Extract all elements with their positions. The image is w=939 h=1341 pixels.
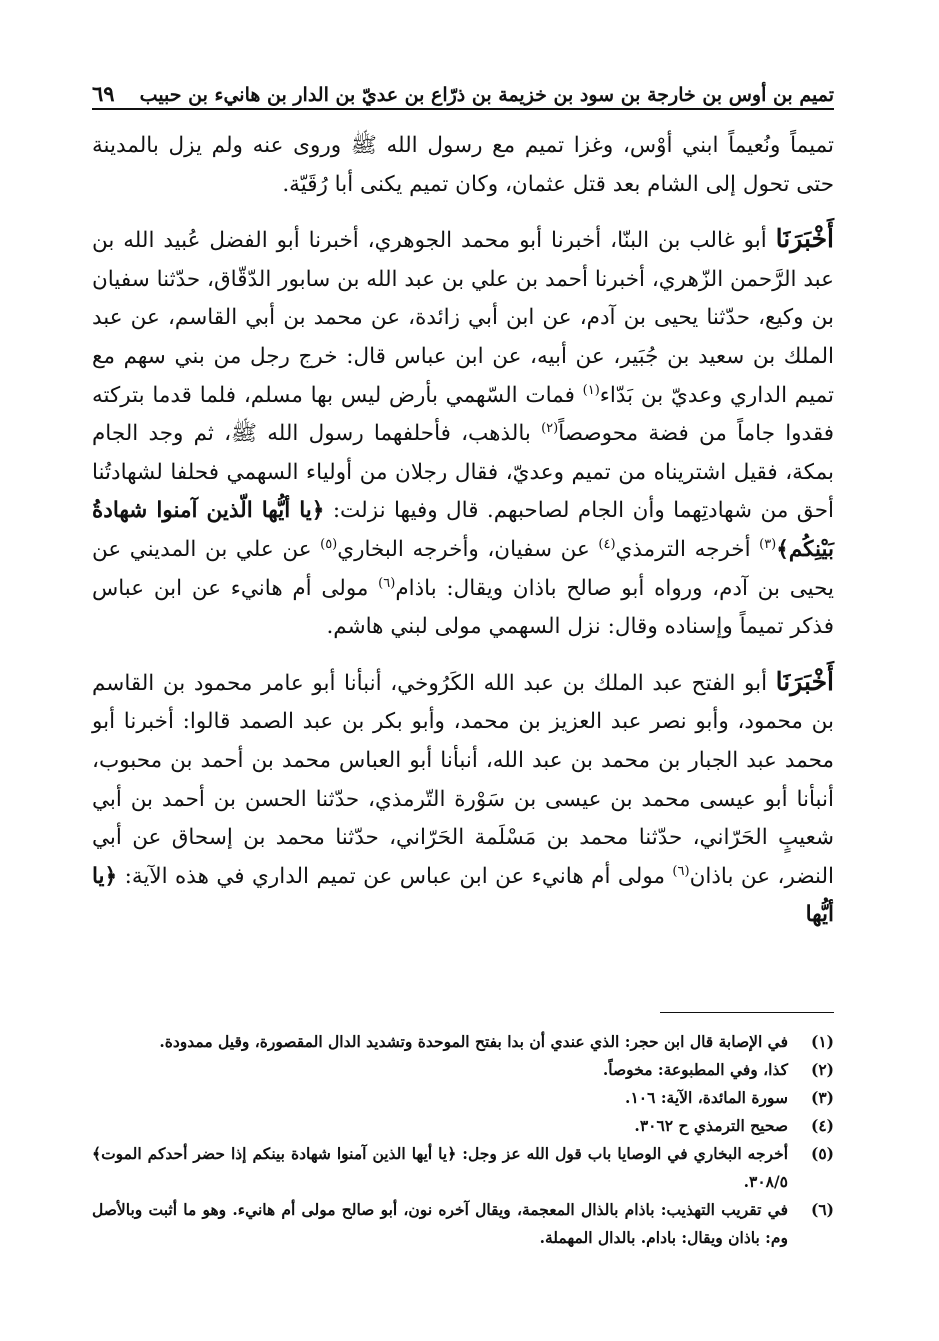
footnote-ref: (٥) [320, 536, 338, 552]
footnote-text: صحيح الترمذي ح ٣٠٦٢. [634, 1116, 788, 1135]
footnote-item [92, 1056, 834, 1084]
header-title: تميم بن أوس بن خارجة بن سود بن خزيمة بن ذرّاع بن عديّ بن الدار بن هانيء بن حبيب [139, 84, 834, 106]
page-number: ٦٩ [92, 81, 115, 106]
text-run: أبو غالب بن البنّا، أخبرنا أبو محمد الجوهري، أخبرنا أبو الفضل عُبيد الله بن عبد الرَّحمن الزّهري، أخبرنا أحمد بن علي بن عبد الله بن سابور الدّقّاق، حدّثنا سفيان بن وكيع، حدّثنا يحيى بن آدم، عن ابن أبي زائدة، عن محمد بن أبي القاسم، عن عبد الملك بن سعيد بن جُبَير، عن أبيه، عن ابن عباس قال: خرج رجل من بني سهم مع تميم الداري وعديّ بن بَدّاء [92, 228, 834, 408]
footnote-divider [660, 1012, 834, 1013]
footnote-item [92, 1140, 834, 1196]
footnote-number: (٦) [810, 1200, 834, 1219]
paragraph-narration-2 [92, 663, 834, 935]
text-run: فمات السّهمي بأرض ليس بها مسلم، فلما قدما بتركته فقدوا جاماً من فضة محوصصاً [92, 382, 834, 447]
text-run: مولى أم هانيء عن ابن عباس فذكر تميماً وإسناده وقال: نزل السهمي مولى لبني هاشم. [92, 575, 834, 640]
footnote-text: كذا، وفي المطبوعة: مخوصاً. [602, 1060, 788, 1079]
footnote-ref: (١) [582, 382, 600, 398]
footnote-item [92, 1196, 834, 1252]
footnote-text: في تقريب التهذيب: باذام بالذال المعجمة، ويقال آخره نون، أبو صالح مولى أم هانيء. وهو ما أثبت وبالأصل وم: باذان ويقال: بادام. بالدال المهملة. [92, 1200, 788, 1247]
footnote-ref: (٢) [541, 421, 559, 436]
footnote-number: (١) [810, 1032, 834, 1051]
text-run: عن علي بن المديني عن يحيى بن آدم، ورواه أبو صالح باذان ويقال: باذام [92, 536, 835, 601]
footnote-ref: (٤) [598, 536, 616, 552]
footnote-number: (٣) [810, 1088, 834, 1107]
text-run: أبو الفتح عبد الملك بن عبد الله الكَرُوخي، أنبأنا أبو عامر محمود بن القاسم بن محمود، وأبو نصر عبد العزيز بن محمد، وأبو بكر بن عبد الصمد قالوا: أخبرنا أبو محمد عبد الجبار بن محمد بن عبد الله، أنبأنا أبو العباس محمد بن أحمد بن محبوب، أنبأنا أبو عيسى محمد بن عيسى بن سَوْرة التّرمذي، حدّثنا الحسن بن أحمد بن أبي شعيبٍ الحَرّاني، حدّثنا محمد بن مَسْلَمة الحَرّاني، حدّثنا محمد بن إسحاق عن أبي النضر، عن باذان [92, 670, 834, 889]
footnote-text: أخرجه البخاري في الوصايا باب قول الله عز وجل: ﴿يا أيها الذين آمنوا شهادة بينكم إذا حضر أحدكم الموت﴾ ٣٠٨/٥. [92, 1144, 788, 1191]
footnote-ref: (٦) [378, 575, 396, 591]
footnote-number: (٤) [810, 1116, 834, 1135]
header-divider [92, 108, 834, 110]
footnote-ref: (٦) [672, 863, 690, 879]
text-run: بالذهب، فأحلفهما رسول الله ﷺ، ثم وجد الجام بمكة، فقيل اشتريناه من تميم وعديّ، فقال رجلان من أولياء السهمي فحلفا لشهادتُنا أحق من شهادتِهما وأن الجام لصاحبهم. قال وفيها نزلت: [92, 421, 834, 524]
paragraph-intro [92, 127, 834, 204]
quran-quote: ﴿يا أيُّها الّذين آمنوا شهادةُ بَيْنِكُم﴾ [92, 498, 834, 562]
lead-word: أَخْبَرَنَا [775, 224, 834, 254]
footnote-item [92, 1084, 834, 1112]
text-run: أخرجه الترمذي [615, 536, 760, 562]
lead-word: أَخْبَرَنَا [775, 666, 834, 696]
footnote-ref: (٣) [759, 536, 777, 552]
footnote-number: (٢) [810, 1060, 834, 1079]
quran-quote: ﴿يا أيُّها [92, 863, 834, 928]
text-run: مولى أم هانيء عن ابن عباس عن تميم الداري في هذه الآية: [117, 863, 673, 889]
footnotes [92, 1028, 834, 1252]
footnote-item [92, 1028, 834, 1056]
footnote-text: سورة المائدة، الآية: ١٠٦. [625, 1088, 788, 1107]
text-run: عن سفيان، وأخرجه البخاري [337, 536, 599, 562]
footnote-item [92, 1112, 834, 1140]
footnote-text: في الإصابة قال ابن حجر: الذي عندي أن بدا بفتح الموحدة وتشديد الدال المقصورة، وقيل ممدودة. [159, 1032, 788, 1051]
running-header [92, 66, 834, 106]
text-run: تميماً ونُعيماً ابني أوْس، وغزا تميم مع رسول الله ﷺ وروى عنه ولم يزل بالمدينة حتى تحول إلى الشام بعد قتل عثمان، وكان تميم يكنى أبا رُقَيّة. [92, 133, 834, 197]
paragraph-narration-1 [92, 220, 834, 647]
footnote-number: (٥) [810, 1144, 834, 1163]
main-text [92, 127, 834, 935]
